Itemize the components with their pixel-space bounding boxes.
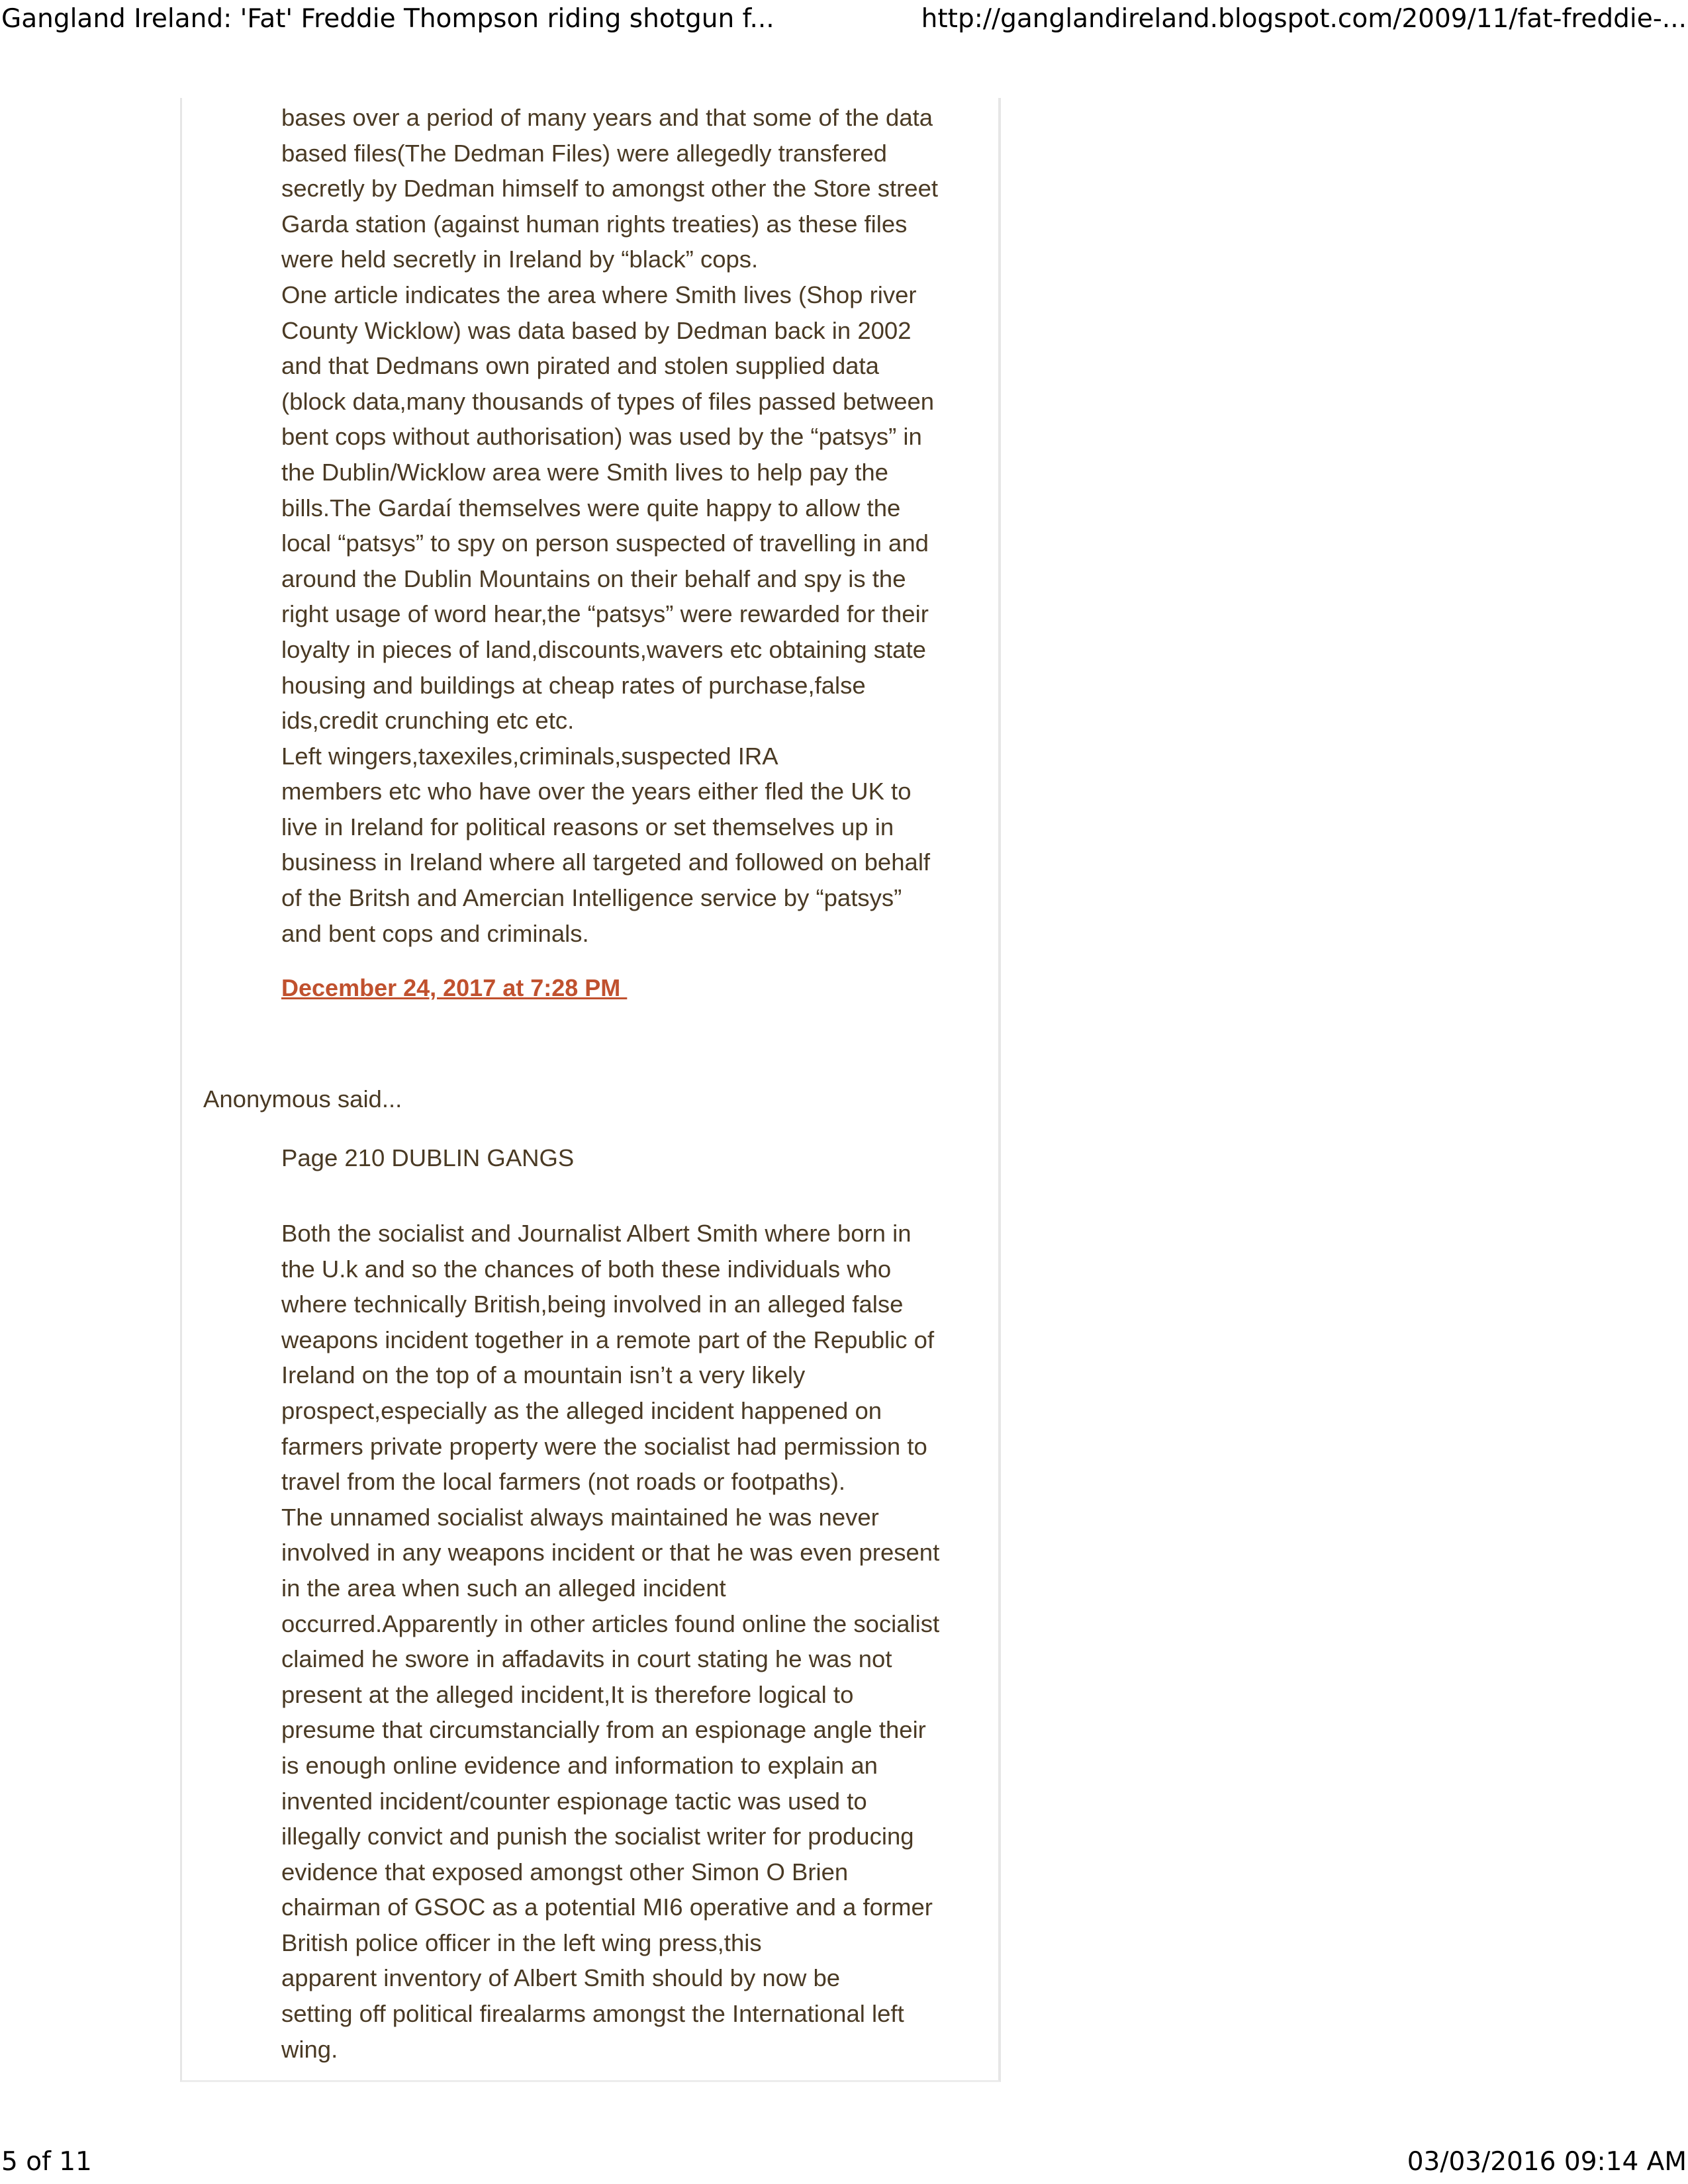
comment-text-line: bent cops without authorisation) was used by the “patsys” in [281, 423, 922, 451]
comment-text-line: of the Britsh and Amercian Intelligence service by “patsys” [281, 884, 902, 912]
comment-text-line: right usage of word hear,the “patsys” were rewarded for their [281, 600, 929, 628]
comment-text-line: in the area when such an alleged incident [281, 1574, 726, 1602]
comment-text-line: around the Dublin Mountains on their behalf and spy is the [281, 565, 906, 592]
comment-text-line: evidence that exposed amongst other Simon O Brien [281, 1858, 849, 1886]
comment-text-line: ids,credit crunching etc etc. [281, 707, 575, 735]
comment-text-line: wing. [281, 2035, 338, 2063]
comment-text-line: the Dublin/Wicklow area were Smith lives to help pay the [281, 458, 888, 486]
comment-text-line: weapons incident together in a remote part of the Republic of [281, 1326, 935, 1353]
comment-text-line: live in Ireland for political reasons or set themselves up in [281, 813, 894, 841]
page-url: http://ganglandireland.blogspot.com/2009/11/fat-freddie-... [921, 4, 1687, 34]
comment-text-line: chairman of GSOC as a potential MI6 operative and a former [281, 1893, 933, 1921]
comment-text-line: based files(The Dedman Files) were allegedly transfered [281, 139, 887, 167]
comment-text-line: local “patsys” to spy on person suspected of travelling in and [281, 529, 929, 557]
comment-text-line: Ireland on the top of a mountain isn’t a very likely [281, 1361, 806, 1389]
comment-text-line: bills.The Gardaí themselves were quite happy to allow the [281, 494, 901, 522]
comment-text-line: were held secretly in Ireland by “black” cops. [281, 246, 759, 273]
page-number: 5 of 11 [1, 2147, 92, 2177]
comment-title: Page 210 DUBLIN GANGS [281, 1144, 575, 1171]
comment-author: Anonymous said... [203, 1085, 402, 1113]
comment-text-line: involved in any weapons incident or that he was even present [281, 1539, 940, 1567]
comment-timestamp-link[interactable]: December 24, 2017 at 7:28 PM [281, 974, 628, 1001]
comment-text-line: and bent cops and criminals. [281, 919, 589, 947]
comment-body [281, 1216, 996, 2067]
comment-text-line: prospect,especially as the alleged incident happened on [281, 1396, 882, 1424]
comment-text-line: members etc who have over the years either fled the UK to [281, 778, 912, 805]
comment-text-line: travel from the local farmers (not roads or footpaths). [281, 1468, 846, 1496]
comment-text-line: Left wingers,taxexiles,criminals,suspected IRA [281, 742, 778, 770]
print-header [0, 1, 1688, 41]
comment-body [281, 100, 996, 951]
comment-text-line: presume that circumstancially from an espionage angle their [281, 1716, 926, 1744]
comment-text-line: illegally convict and punish the socialist writer for producing [281, 1823, 914, 1850]
comment-text-line: claimed he swore in affadavits in court stating he was not [281, 1645, 892, 1673]
comment-text-line: Garda station (against human rights treaties) as these files [281, 210, 908, 238]
comment-text-line: bases over a period of many years and that some of the data [281, 104, 933, 131]
comment-text-line: British police officer in the left wing press,this [281, 1929, 762, 1956]
comment-text-line: farmers private property were the socialist had permission to [281, 1432, 927, 1460]
comment-text-line: invented incident/counter espionage tactic was used to [281, 1787, 867, 1815]
comment-text-line: One article indicates the area where Smith lives (Shop river [281, 281, 917, 308]
comment-text-line: the U.k and so the chances of both these individuals who [281, 1255, 892, 1283]
comment-text-line: secretly by Dedman himself to amongst other the Store street [281, 175, 939, 203]
comment-text-line: loyalty in pieces of land,discounts,wavers etc obtaining state [281, 635, 926, 663]
comment-text-line: is enough online evidence and information to explain an [281, 1751, 878, 1779]
comment-text-line: present at the alleged incident,It is therefore logical to [281, 1680, 854, 1708]
comment-text-line: (block data,many thousands of types of files passed between [281, 387, 935, 415]
comment-text-line: apparent inventory of Albert Smith should by now be [281, 1964, 841, 1992]
comment-text-line: occurred.Apparently in other articles found online the socialist [281, 1610, 940, 1637]
comment-text-line: setting off political firealarms amongst the International left [281, 2000, 904, 2028]
comment-text-line: County Wicklow) was data based by Dedman back in 2002 [281, 316, 912, 344]
comment-text-line: where technically British,being involved in an alleged false [281, 1291, 904, 1318]
comment-text-line: business in Ireland where all targeted and followed on behalf [281, 848, 931, 876]
page-title: Gangland Ireland: 'Fat' Freddie Thompson riding shotgun f... [1, 4, 774, 34]
comment-text-line: Both the socialist and Journalist Albert Smith where born in [281, 1220, 912, 1247]
comment-text-line: The unnamed socialist always maintained he was never [281, 1503, 879, 1531]
comment-text-line: and that Dedmans own pirated and stolen supplied data [281, 352, 879, 380]
comment-text-line: housing and buildings at cheap rates of purchase,false [281, 671, 866, 699]
print-datetime: 03/03/2016 09:14 AM [1407, 2147, 1687, 2177]
print-footer [0, 2143, 1688, 2183]
